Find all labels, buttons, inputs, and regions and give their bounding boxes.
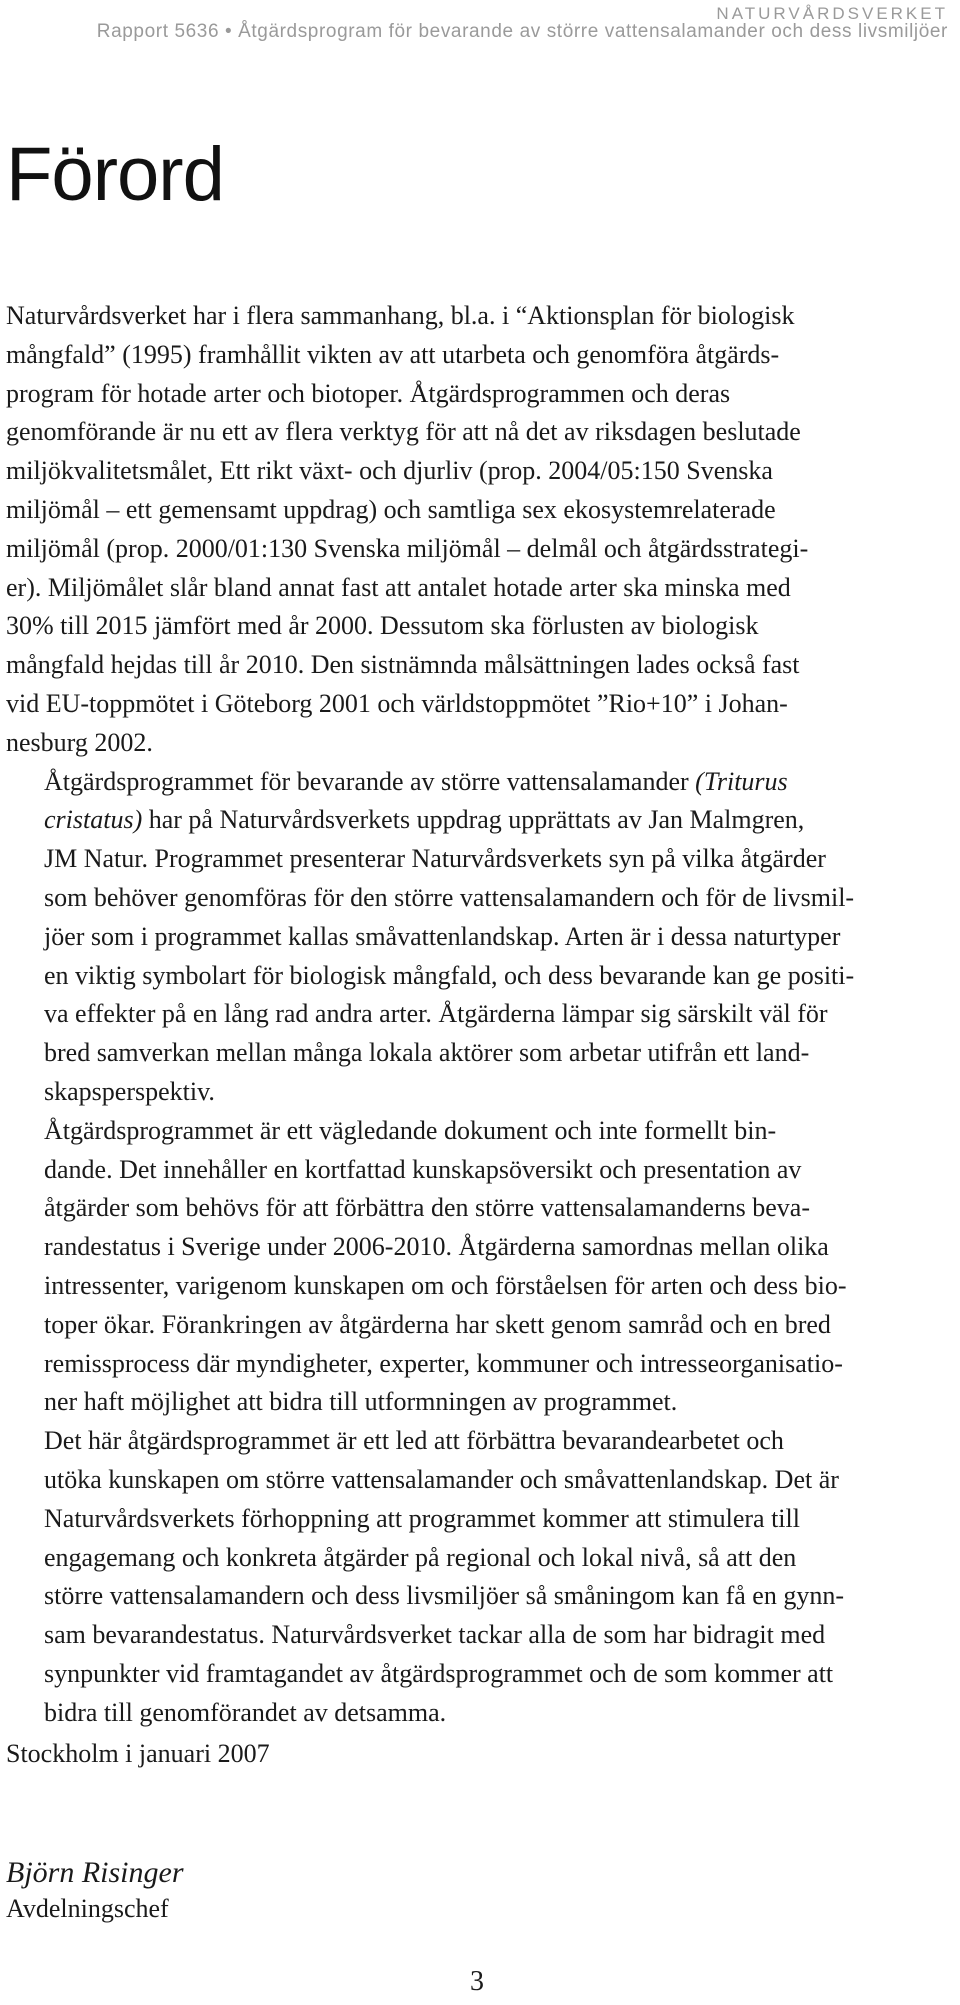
text-line: remissprocess där myndigheter, experter, kommuner och intresseorganisatio- [44, 1348, 843, 1378]
text-line: miljömål (prop. 2000/01:130 Svenska miljömål – delmål och åtgärdsstrategi- [6, 533, 809, 563]
text-line: dande. Det innehåller en kortfattad kunskapsöversikt och presentation av [44, 1154, 802, 1184]
text-line: sam bevarandestatus. Naturvårdsverket tackar alla de som har bidragit med [44, 1620, 826, 1650]
text-line: utöka kunskapen om större vattensalamander och småvattenlandskap. Det är [44, 1464, 839, 1494]
text-line: mångfald hejdas till år 2010. Den sistnämnda målsättningen lades också fast [6, 650, 800, 680]
text-line: er). Miljömålet slår bland annat fast att antalet hotade arter ska minska med [6, 572, 791, 602]
text-line: Det här åtgärdsprogrammet är ett led att förbättra bevarandearbetet och [44, 1426, 784, 1456]
text-line: nesburg 2002. [6, 727, 153, 757]
page-number: 3 [470, 1966, 484, 1997]
text-line: bred samverkan mellan många lokala aktörer som arbetar utifrån ett land- [44, 1038, 810, 1068]
text-line: bidra till genomförandet av detsamma. [44, 1697, 447, 1727]
text-line: ner haft möjlighet att bidra till utformningen av programmet. [44, 1387, 678, 1417]
header-report-title: Rapport 5636 • Åtgärdsprogram för bevarande av större vattensalamander och dess livsmiljöer [96, 21, 948, 42]
text-line: engagemang och konkreta åtgärder på regional och lokal nivå, så att den [44, 1542, 797, 1572]
text-line: åtgärder som behövs för att förbättra den större vattensalamanderns beva- [44, 1193, 810, 1223]
foreword-body [6, 297, 954, 1732]
text-line: genomförande är nu ett av flera verktyg för att nå det av riksdagen beslutade [6, 417, 801, 447]
text-line: miljömål – ett gemensamt uppdrag) och samtliga sex ekosystemrelaterade [6, 494, 776, 524]
text-line: större vattensalamandern och dess livsmiljöer så småningom kan få en gynn- [44, 1581, 845, 1611]
paragraph [6, 297, 954, 763]
text-line: Åtgärdsprogrammet för bevarande av större vattensalamander (Triturus [44, 766, 788, 796]
text-line: vid EU-toppmötet i Göteborg 2001 och världstoppmötet ”Rio+10” i Johan- [6, 688, 788, 718]
text-line: miljökvalitetsmålet, Ett rikt växt- och djurliv (prop. 2004/05:150 Svenska [6, 456, 773, 486]
paragraph [6, 1422, 954, 1732]
text-line: synpunkter vid framtagandet av åtgärdsprogrammet och de som kommer att [44, 1658, 834, 1688]
text-line: Åtgärdsprogrammet är ett vägledande dokument och inte formellt bin- [44, 1115, 777, 1145]
signature-name: Björn Risinger [6, 1856, 184, 1889]
text-line: JM Natur. Programmet presenterar Naturvårdsverkets syn på vilka åtgärder [44, 844, 826, 874]
page-title: Förord [6, 132, 224, 217]
text-line: toper ökar. Förankringen av åtgärderna har skett genom samråd och en bred [44, 1309, 831, 1339]
paragraph [6, 763, 954, 1112]
text-line: va effekter på en lång rad andra arter. Åtgärderna lämpar sig särskilt väl för [44, 999, 828, 1029]
text-line: program för hotade arter och biotoper. Åtgärdsprogrammen och deras [6, 378, 731, 408]
text-line: skapsperspektiv. [44, 1076, 215, 1106]
signatory-title: Avdelningschef [6, 1894, 169, 1923]
text-line: som behöver genomföras för den större vattensalamandern och för de livsmil- [44, 882, 855, 912]
text-line: mångfald” (1995) framhållit vikten av att utarbeta och genomföra åtgärds- [6, 339, 780, 369]
header-organization: NATURVÅRDSVERKET [716, 4, 948, 23]
place-date: Stockholm i januari 2007 [6, 1739, 270, 1768]
text-line: en viktig symbolart för biologisk mångfald, och dess bevarande kan ge positi- [44, 960, 855, 990]
text-line: 30% till 2015 jämfört med år 2000. Dessutom ska förlusten av biologisk [6, 611, 759, 641]
text-line: Naturvårdsverket har i flera sammanhang, bl.a. i “Aktionsplan för biologisk [6, 301, 795, 330]
text-line: Naturvårdsverkets förhoppning att programmet kommer att stimulera till [44, 1503, 800, 1533]
text-line: intressenter, varigenom kunskapen om och förståelsen för arten och dess bio- [44, 1270, 847, 1300]
text-line: cristatus) har på Naturvårdsverkets uppdrag upprättats av Jan Malmgren, [44, 805, 805, 835]
text-line: jöer som i programmet kallas småvattenlandskap. Arten är i dessa naturtyper [44, 921, 841, 951]
paragraph [6, 1112, 954, 1422]
running-header [0, 0, 960, 50]
text-line: randestatus i Sverige under 2006-2010. Åtgärderna samordnas mellan olika [44, 1232, 829, 1262]
